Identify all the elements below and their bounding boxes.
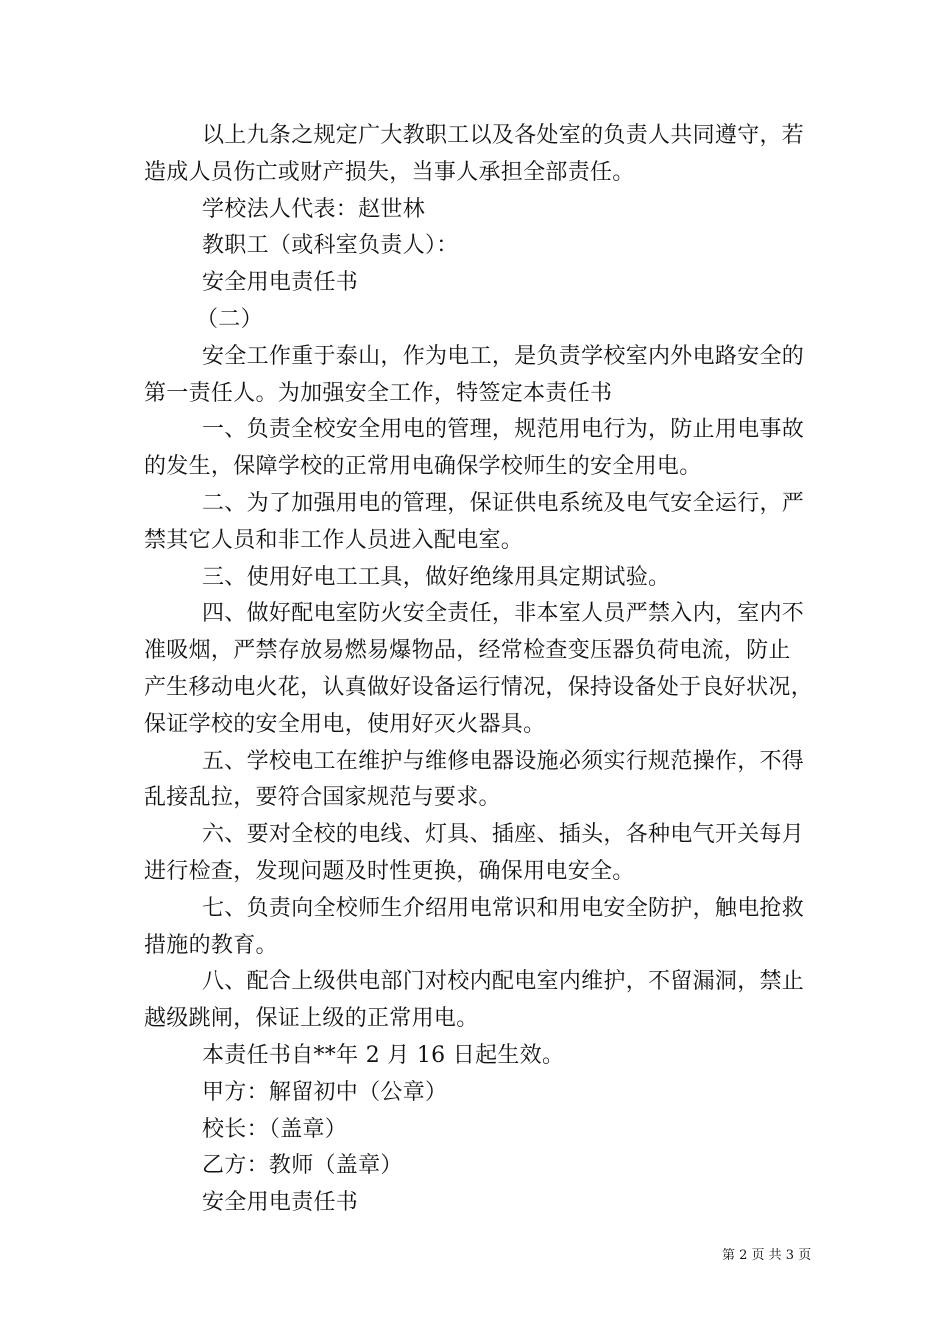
text-line: 八、配合上级供电部门对校内配电室内维护，不留漏洞，禁止: [202, 969, 805, 995]
text-line: 六、要对全校的电线、灯具、插座、插头，各种电气开关每月: [202, 822, 805, 848]
text-line: 以上九条之规定广大教职工以及各处室的负责人共同遵守，若: [202, 123, 805, 148]
text-line: 的发生，保障学校的正常用电确保学校师生的安全用电。: [144, 454, 702, 480]
text-line: 五、学校电工在维护与维修电器设施必须实行规范操作，不得: [202, 748, 805, 774]
text-line: 四、做好配电室防火安全责任，非本室人员严禁入内，室内不: [202, 601, 805, 627]
text-line: 措施的教育。: [144, 932, 278, 958]
text-line: 禁其它人员和非工作人员进入配电室。: [144, 527, 524, 553]
text-line: 越级跳闸，保证上级的正常用电。: [144, 1006, 479, 1032]
text-line: 安全用电责任书: [202, 270, 359, 296]
text-line: 教职工（或科室负责人）：: [202, 233, 459, 259]
text-line: 安全工作重于泰山，作为电工，是负责学校室内外电路安全的: [202, 343, 805, 369]
text-line: 七、负责向全校师生介绍用电常识和用电安全防护，触电抢救: [202, 895, 805, 921]
text-line: 乱接乱拉，要符合国家规范与要求。: [144, 785, 501, 811]
text-line: 学校法人代表：赵世林: [202, 196, 426, 222]
text-line: 三、使用好电工工具，做好绝缘用具定期试验。: [202, 564, 671, 590]
text-line: 本责任书自**年 2 月 16 日起生效。: [202, 1042, 565, 1068]
text-line: 进行检查，发现问题及时性更换，确保用电安全。: [144, 858, 635, 884]
text-line: 保证学校的安全用电，使用好灭火器具。: [144, 711, 546, 737]
text-line: 甲方：解留初中（公章）: [202, 1079, 448, 1105]
text-line: 乙方：教师（盖章）: [202, 1153, 403, 1179]
page-number: 第 2 页 共 3 页: [722, 1248, 812, 1263]
text-line: （二）: [196, 306, 263, 332]
text-line: 第一责任人。为加强安全工作，特签定本责任书: [144, 380, 613, 406]
text-line: 安全用电责任书: [202, 1190, 359, 1216]
document-body: [144, 118, 814, 1222]
text-line: 二、为了加强用电的管理，保证供电系统及电气安全运行，严: [202, 490, 805, 516]
text-line: 准吸烟，严禁存放易燃易爆物品，经常检查变压器负荷电流，防止: [144, 638, 791, 664]
text-line: 造成人员伤亡或财产损失，当事人承担全部责任。: [144, 159, 635, 185]
text-line: 校长：（盖章）: [202, 1116, 348, 1142]
text-line: 一、负责全校安全用电的管理，规范用电行为，防止用电事故: [202, 417, 805, 443]
text-line: 产生移动电火花，认真做好设备运行情况，保持设备处于良好状况，: [144, 674, 814, 700]
